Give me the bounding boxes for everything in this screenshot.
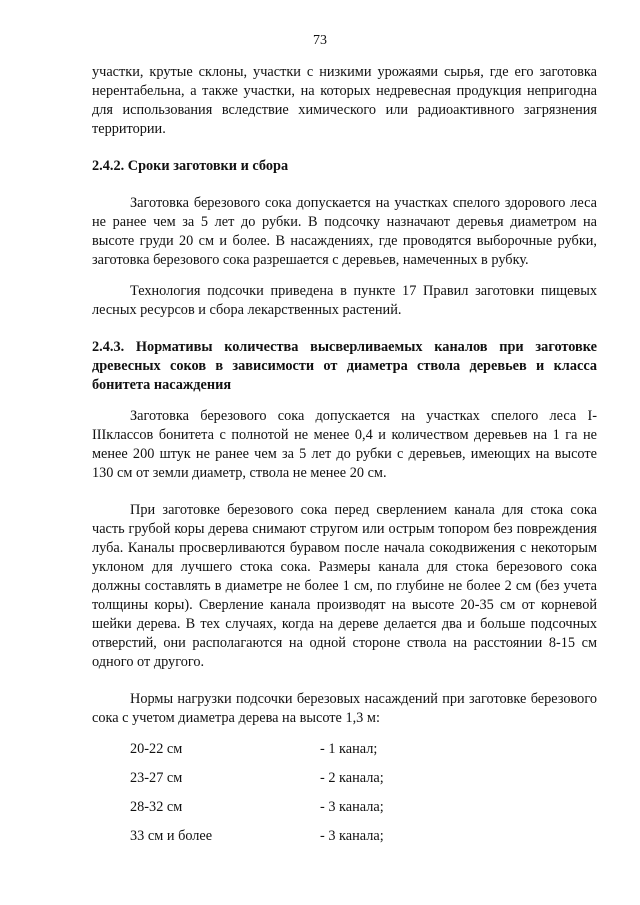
norm-row bbox=[92, 798, 597, 817]
page-number: 73 bbox=[313, 33, 327, 48]
paragraph: Технология подсочки приведена в пункте 17 Правил заготовки пищевых лесных ресурсов и сбора лекарственных растений. bbox=[92, 283, 597, 318]
norm-diameter: 33 см и более bbox=[130, 828, 213, 844]
norm-diameter: 20-22 см bbox=[130, 741, 183, 757]
norm-row bbox=[92, 769, 597, 788]
norm-channels: - 3 канала; bbox=[320, 828, 384, 844]
norm-channels: - 2 канала; bbox=[320, 770, 384, 786]
norm-diameter: 28-32 см bbox=[130, 799, 183, 815]
paragraph-continuation: участки, крутые склоны, участки с низкими урожаями сырья, где его заготовка нерентабельна, а также участки, на которых недревесная продукция непригодна для использования вследствие химического или радиоактивного загрязнения территории. bbox=[92, 64, 597, 137]
norm-diameter: 23-27 см bbox=[130, 770, 183, 786]
norm-channels: - 3 канала; bbox=[320, 799, 384, 815]
section-heading-2-4-2: 2.4.2. Сроки заготовки и сбора bbox=[92, 158, 289, 174]
norm-channels: - 1 канал; bbox=[320, 741, 378, 757]
norm-row bbox=[92, 827, 597, 846]
paragraph: При заготовке березового сока перед сверлением канала для стока сока часть грубой коры дерева снимают стругом или острым топором без повреждения луба. Каналы просверливаются буравом после начала сокодвижения с некоторым уклоном для лучшего стока сока. Размеры канала для стока березового сока должны составлять в диаметре не более 1 см, по глубине не более 2 см (без учета толщины коры). Сверление канала производят на высоте 20-35 см от корневой шейки дерева. В тех случаях, когда на дереве делается два и больше подсочных отверстий, они располагаются на одной стороне ствола на расстоянии 8-15 см одного от другого. bbox=[92, 502, 597, 670]
norms-list bbox=[92, 740, 597, 846]
paragraph: Заготовка березового сока допускается на участках спелого здорового леса не ранее чем за 5 лет до рубки. В подсочку назначают деревья диаметром на высоте груди 20 см и более. В насаждениях, где проводятся выборочные рубки, заготовка березового сока разрешается с деревьев, намеченных в рубку. bbox=[92, 195, 597, 268]
paragraph: Нормы нагрузки подсочки березовых насаждений при заготовке березового сока с учетом диаметра дерева на высоте 1,3 м: bbox=[92, 691, 597, 726]
norm-row bbox=[92, 740, 597, 759]
paragraph: Заготовка березового сока допускается на участках спелого леса I-IIIклассов бонитета с полнотой не менее 0,4 и количеством деревьев на 1 га не менее 200 штук не ранее чем за 5 лет до рубки с деревьев, имеющих на высоте 130 см от земли диаметр, ствола не менее 20 см. bbox=[92, 408, 597, 481]
section-heading-2-4-3: 2.4.3. Нормативы количества высверливаемых каналов при заготовке древесных соков в зависимости от диаметра ствола деревьев и класса бонитета насаждения bbox=[92, 339, 597, 393]
document-body bbox=[92, 63, 597, 856]
